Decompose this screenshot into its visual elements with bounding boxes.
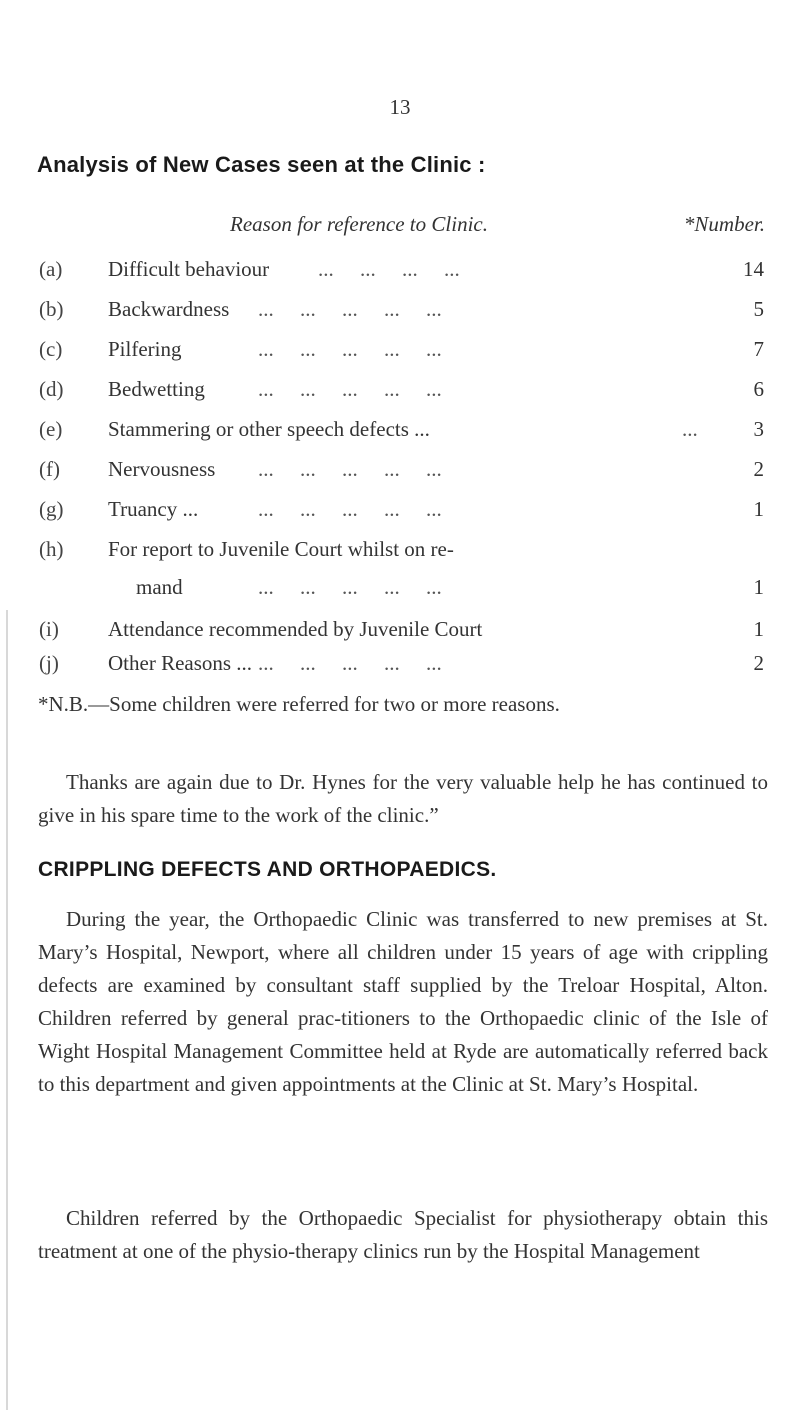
table-row [0, 537, 800, 567]
row-label: mand [136, 575, 183, 599]
row-leader-dots: ... ... ... ... ... [258, 575, 442, 599]
row-label: Attendance recommended by Juvenile Court [108, 617, 483, 641]
table-row [0, 377, 800, 407]
section-heading: CRIPPLING DEFECTS AND ORTHOPAEDICS. [38, 858, 497, 881]
row-letter: (d) [39, 377, 64, 401]
row-letter: (j) [39, 651, 59, 675]
table-row-continuation [0, 575, 800, 605]
row-label: Difficult behaviour [108, 257, 270, 281]
row-leader-dots: ... ... ... ... ... [258, 457, 442, 481]
row-letter: (e) [39, 417, 63, 441]
row-number: 2 [753, 457, 764, 481]
row-label: Truancy ... [108, 497, 199, 521]
table-row [0, 497, 800, 527]
row-letter: (a) [39, 257, 63, 281]
body-paragraph-2: Children referred by the Orthopaedic Specialist for physiotherapy obtain this treatment at one of the physio-therapy clinics run by the Hospital Management [38, 1206, 768, 1263]
row-label: Pilfering [108, 337, 182, 361]
thanks-paragraph: Thanks are again due to Dr. Hynes for the very valuable help he has continued to give in his spare time to the work of the clinic.” [38, 770, 768, 827]
row-number: 5 [753, 297, 764, 321]
column-header-number: *Number. [683, 212, 765, 236]
row-leader-dots: ... ... ... ... ... [258, 337, 442, 361]
row-number: 7 [753, 337, 764, 361]
row-number: 1 [753, 575, 764, 599]
row-number: 3 [753, 417, 764, 441]
table-row [0, 617, 800, 647]
footnote-nb: *N.B.—Some children were referred for two or more reasons. [38, 692, 560, 716]
row-letter: (i) [39, 617, 59, 641]
table-row [0, 651, 800, 681]
column-header-reason: Reason for reference to Clinic. [230, 212, 488, 236]
body-paragraph-1: During the year, the Orthopaedic Clinic was transferred to new premises at St. Mary’s Hospital, Newport, where all children under 15 years of age with crippling defects are examined by consultant staff supplied by the Treloar Hospital, Alton. Children referred by general prac-titioners to the Orthopaedic clinic of the Isle of Wight Hospital Management Committee held at Ryde are automatically referred back to this department and given appointments at the Clinic at St. Mary’s Hospital. [38, 907, 768, 1096]
table-row [0, 417, 800, 447]
row-label: For report to Juvenile Court whilst on re- [108, 537, 454, 561]
row-number: 2 [753, 651, 764, 675]
row-number: 6 [753, 377, 764, 401]
table-row [0, 257, 800, 287]
row-leader-dots: ... ... ... ... ... [258, 297, 442, 321]
row-letter: (c) [39, 337, 63, 361]
row-label: Nervousness [108, 457, 216, 481]
row-label: Bedwetting [108, 377, 205, 401]
row-leader-dots: ... ... ... ... ... [258, 497, 442, 521]
page-number: 13 [389, 95, 411, 119]
row-leader-dots: ... [682, 417, 698, 441]
row-number: 1 [753, 497, 764, 521]
row-leader-dots: ... ... ... ... ... [258, 377, 442, 401]
row-letter: (f) [39, 457, 60, 481]
row-label: Backwardness [108, 297, 230, 321]
row-letter: (g) [39, 497, 64, 521]
table-row [0, 297, 800, 327]
row-number: 14 [743, 257, 764, 281]
row-leader-dots: ... ... ... ... [318, 257, 460, 281]
row-label: Stammering or other speech defects ... [108, 417, 430, 441]
table-row [0, 337, 800, 367]
row-letter: (b) [39, 297, 64, 321]
row-leader-dots: ... ... ... ... ... [258, 651, 442, 675]
margin-shadow-line [6, 610, 8, 1410]
row-letter: (h) [39, 537, 64, 561]
row-label: Other Reasons ... [108, 651, 253, 675]
row-number: 1 [753, 617, 764, 641]
table-row [0, 457, 800, 487]
table-title: Analysis of New Cases seen at the Clinic : [37, 152, 486, 177]
